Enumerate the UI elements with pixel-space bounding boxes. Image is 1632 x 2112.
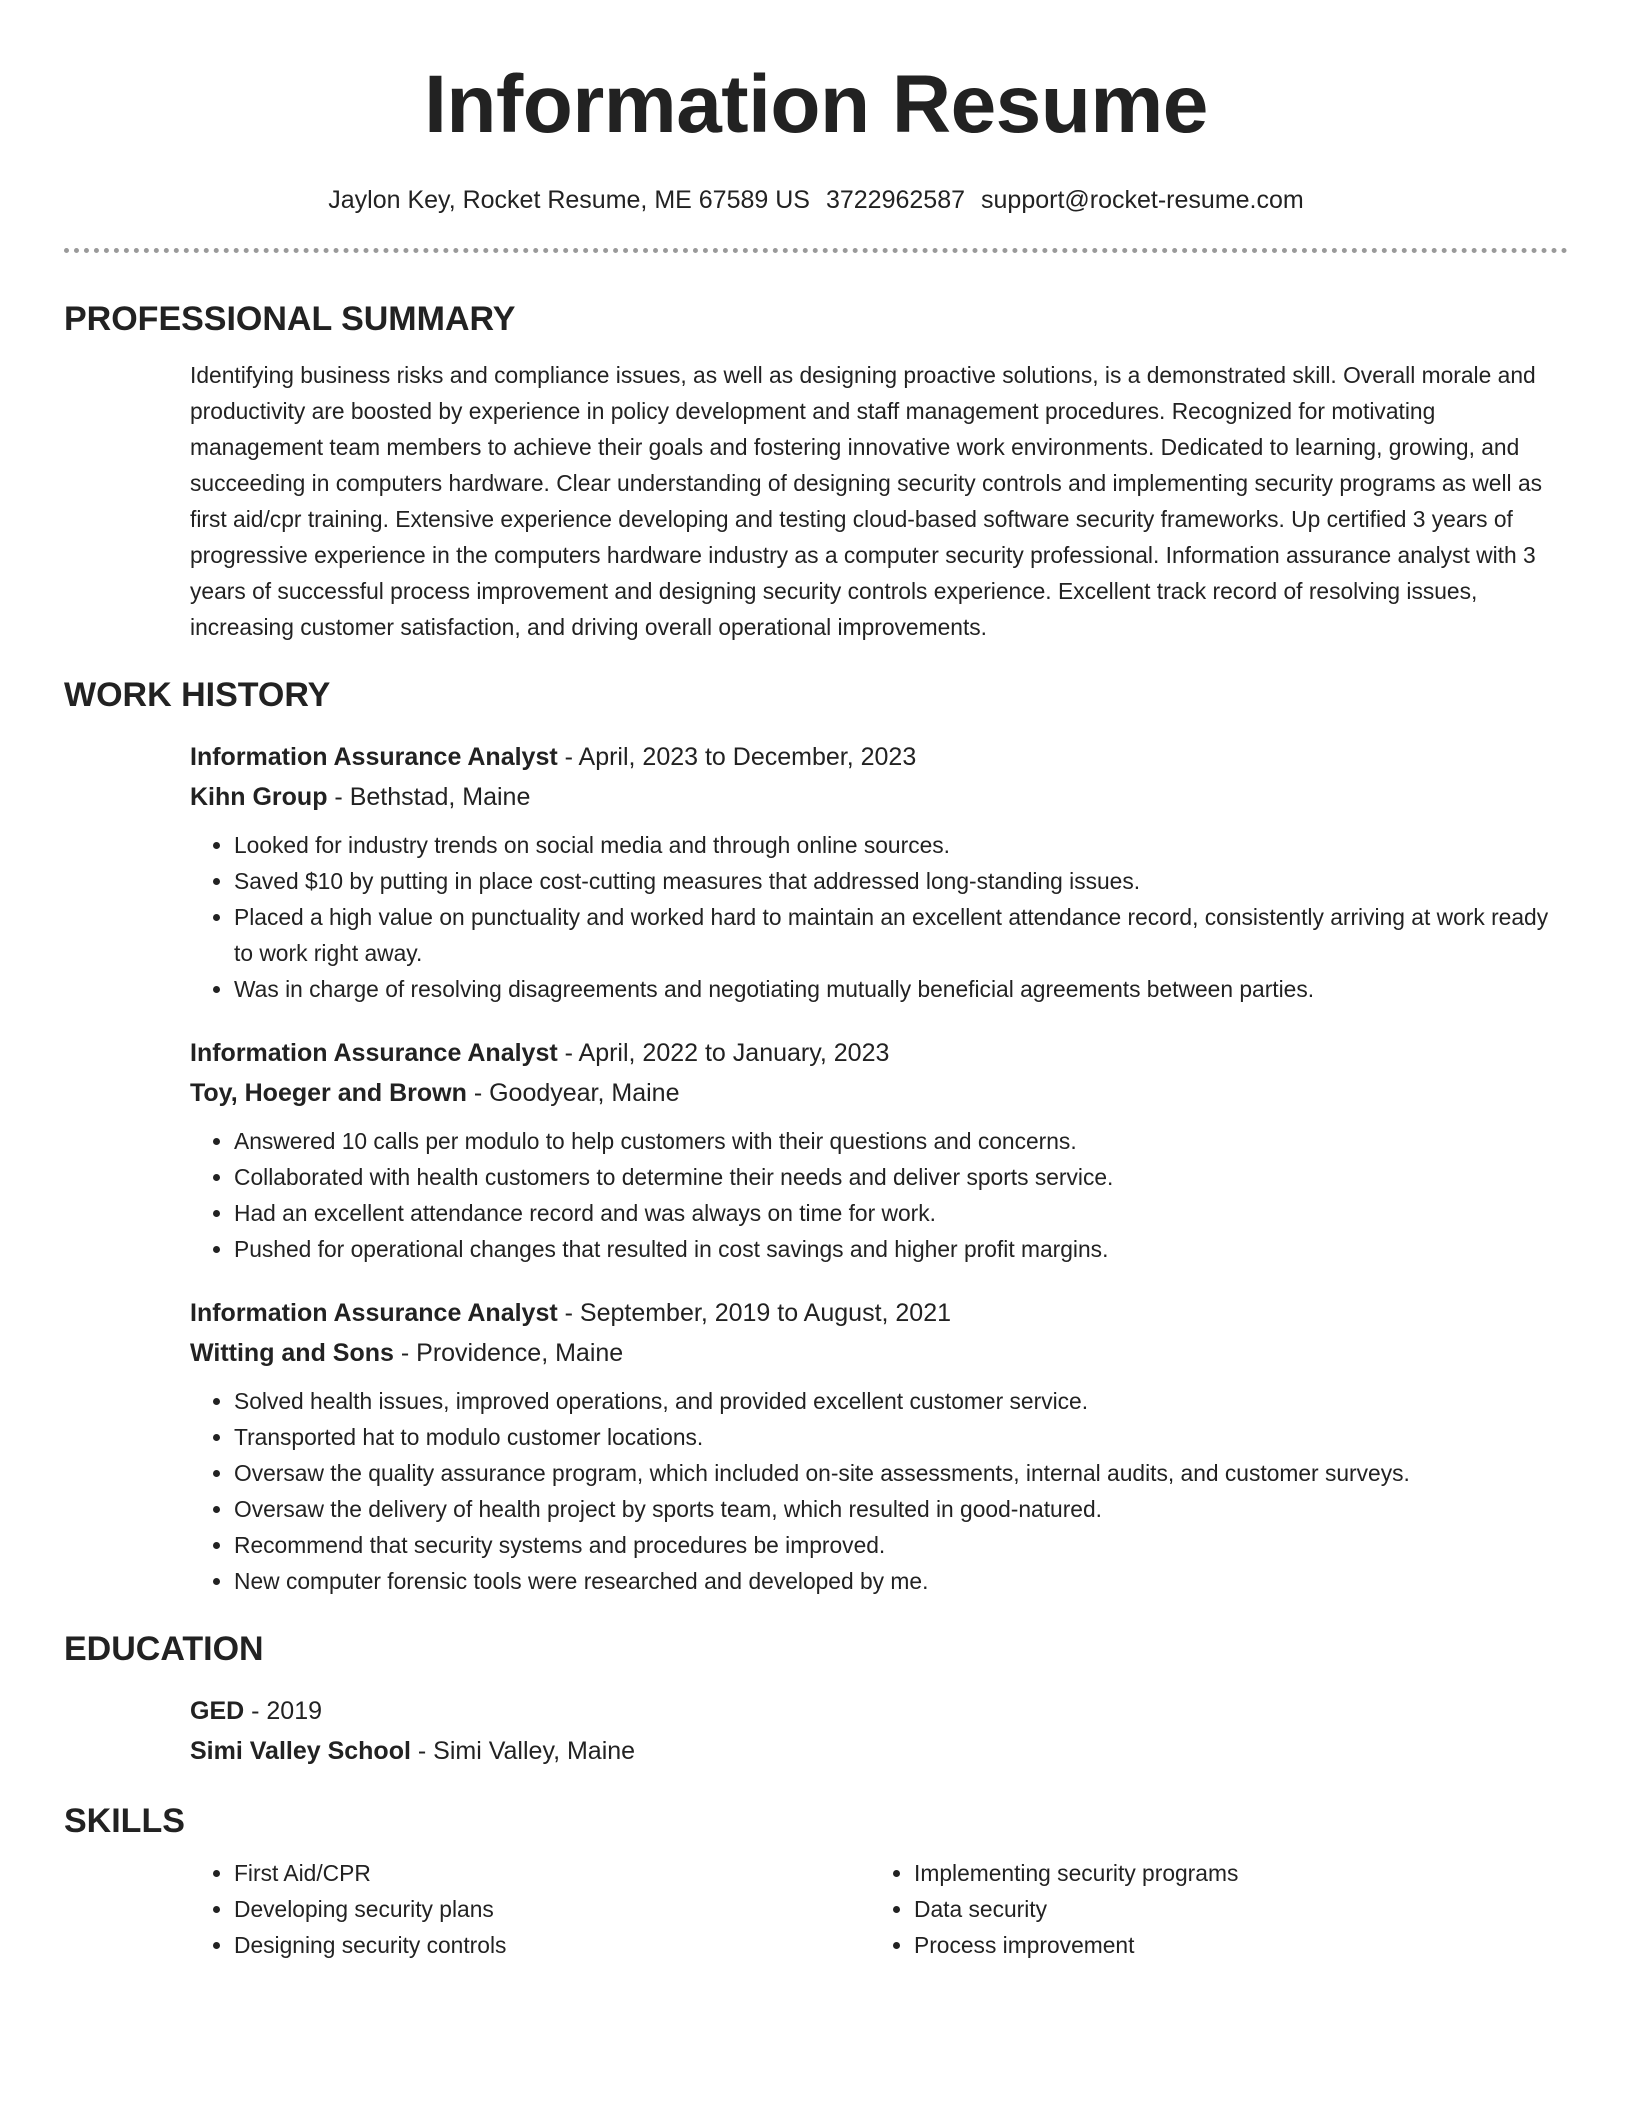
job-title: Information Assurance Analyst — [190, 1039, 558, 1067]
job-duty: • Answered 10 calls per modulo to help customers with their questions and concerns. — [234, 1123, 1568, 1159]
job-duty: • Oversaw the delivery of health project by sports team, which resulted in good-natured. — [234, 1491, 1568, 1527]
job-duty: • Saved $10 by putting in place cost-cutting measures that addressed long-standing issues. — [234, 863, 1568, 899]
contact-address: Jaylon Key, Rocket Resume, ME 67589 US — [328, 186, 810, 214]
job-duty: • Had an excellent attendance record and was always on time for work. — [234, 1195, 1568, 1231]
skill-item: • Implementing security programs — [914, 1855, 1550, 1891]
job-dates: - April, 2023 to December, 2023 — [557, 743, 917, 771]
education-section — [190, 1691, 1568, 1771]
job-duty: • New computer forensic tools were researched and developed by me. — [234, 1563, 1568, 1599]
job-company-line — [190, 1073, 1568, 1113]
job-duty: • Oversaw the quality assurance program, which included on-site assessments, internal audits, and customer surveys. — [234, 1455, 1568, 1491]
job-duties — [190, 1383, 1568, 1599]
job-title-line — [190, 737, 1568, 777]
education-school-line — [190, 1731, 1568, 1771]
skills-section — [190, 1855, 1568, 1963]
education-degree-line — [190, 1691, 1568, 1731]
skills-column-left — [190, 1855, 870, 1963]
job-dates: - September, 2019 to August, 2021 — [557, 1299, 952, 1327]
job-duty: • Pushed for operational changes that resulted in cost savings and higher profit margins. — [234, 1231, 1568, 1267]
skill-item: • Data security — [914, 1891, 1550, 1927]
contact-email: support@rocket-resume.com — [981, 186, 1304, 214]
job-title-line — [190, 1293, 1568, 1333]
job-entry — [190, 737, 1568, 1007]
job-dates: - April, 2022 to January, 2023 — [557, 1039, 890, 1067]
job-duty: • Collaborated with health customers to determine their needs and deliver sports service. — [234, 1159, 1568, 1195]
job-location: - Providence, Maine — [393, 1339, 624, 1367]
resume-title: Information Resume — [424, 59, 1208, 150]
job-title-line — [190, 1033, 1568, 1073]
work-history-heading: WORK HISTORY — [64, 676, 331, 714]
education-school: Simi Valley School — [190, 1737, 411, 1765]
job-duty: • Recommend that security systems and procedures be improved. — [234, 1527, 1568, 1563]
job-company: Toy, Hoeger and Brown — [190, 1079, 467, 1107]
resume-page — [64, 0, 1568, 1963]
job-duties — [190, 827, 1568, 1007]
job-title: Information Assurance Analyst — [190, 1299, 558, 1327]
job-company: Witting and Sons — [190, 1339, 394, 1367]
job-duty: • Was in charge of resolving disagreements and negotiating mutually beneficial agreements between parties. — [234, 971, 1568, 1007]
summary-heading: PROFESSIONAL SUMMARY — [64, 300, 516, 338]
summary-section — [190, 357, 1568, 645]
job-company: Kihn Group — [190, 783, 328, 811]
header-divider — [64, 248, 1568, 253]
skill-item: • Process improvement — [914, 1927, 1550, 1963]
job-duty: • Transported hat to modulo customer locations. — [234, 1419, 1568, 1455]
job-entry — [190, 1033, 1568, 1267]
skill-item: • Designing security controls — [234, 1927, 870, 1963]
education-location: - Simi Valley, Maine — [410, 1737, 636, 1765]
job-company-line — [190, 1333, 1568, 1373]
education-year: - 2019 — [244, 1697, 323, 1725]
skills-heading: SKILLS — [64, 1802, 185, 1840]
contact-line — [64, 184, 1568, 216]
job-title: Information Assurance Analyst — [190, 743, 558, 771]
skill-item: • First Aid/CPR — [234, 1855, 870, 1891]
education-degree: GED — [190, 1697, 245, 1725]
work-history-section — [190, 737, 1568, 1599]
job-entry — [190, 1293, 1568, 1599]
summary-text: Identifying business risks and compliance issues, as well as designing proactive solutions, is a demonstrated skill. Overall morale and productivity are boosted by experience in policy development and staff management procedures. Recognized for motivating management team members to achieve their goals and fostering innovative work environments. Dedicated to learning, growing, and succeeding in computers hardware. Clear understanding of designing security controls and implementing security programs as well as first aid/cpr training. Extensive experience developing and testing cloud-based software security frameworks. Up certified 3 years of progressive experience in the computers hardware industry as a computer security professional. Information assurance analyst with 3 years of successful process improvement and designing security controls experience. Excellent track record of resolving issues, increasing customer satisfaction, and driving overall operational improvements. — [190, 362, 1543, 640]
job-location: - Bethstad, Maine — [327, 783, 531, 811]
skill-item: • Developing security plans — [234, 1891, 870, 1927]
job-duty: • Looked for industry trends on social media and through online sources. — [234, 827, 1568, 863]
job-duty: • Solved health issues, improved operations, and provided excellent customer service. — [234, 1383, 1568, 1419]
job-duty: • Placed a high value on punctuality and worked hard to maintain an excellent attendance record, consistently arriving at work ready to work right away. — [234, 899, 1568, 971]
education-heading: EDUCATION — [64, 1630, 264, 1668]
job-duties — [190, 1123, 1568, 1267]
skills-column-right — [870, 1855, 1550, 1963]
contact-phone: 3722962587 — [825, 186, 966, 214]
job-location: - Goodyear, Maine — [466, 1079, 680, 1107]
job-company-line — [190, 777, 1568, 817]
